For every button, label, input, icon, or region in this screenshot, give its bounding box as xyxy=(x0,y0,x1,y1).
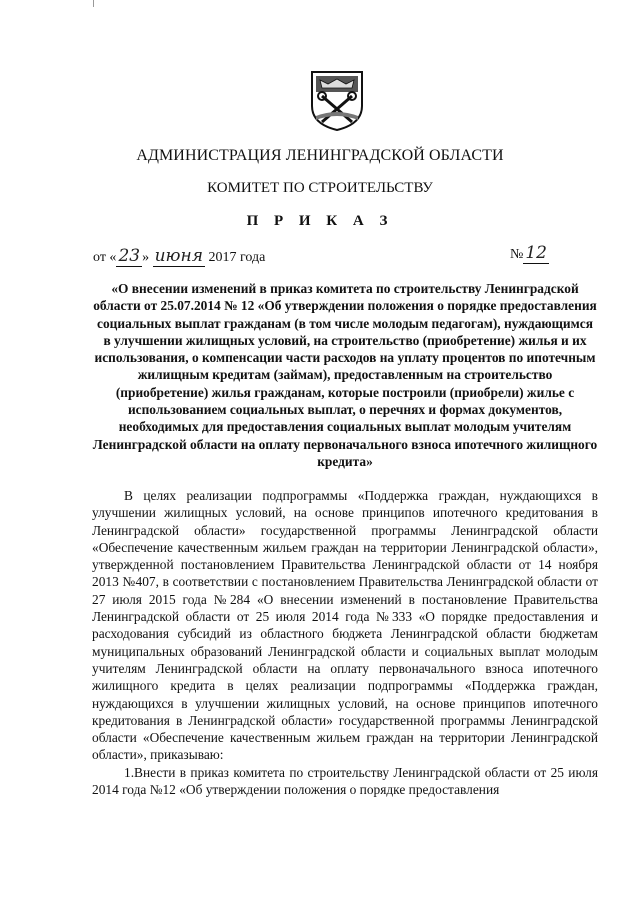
committee-name: КОМИТЕТ ПО СТРОИТЕЛЬСТВУ xyxy=(207,180,433,196)
document-type: П Р И К А З xyxy=(246,213,394,229)
body-paragraph-2: 1.Внести в приказ комитета по строительству Ленинградской области от 25 июля 2014 года №12 «Об утверждении положения о порядке предоставления xyxy=(92,764,598,798)
order-number xyxy=(510,243,549,263)
organization-name: АДМИНИСТРАЦИЯ ЛЕНИНГРАДСКОЙ ОБЛАСТИ xyxy=(136,147,504,164)
scan-mark xyxy=(93,0,94,7)
date-prefix: от « xyxy=(93,250,117,265)
leningrad-oblast-coat-of-arms-icon xyxy=(308,70,366,132)
date-day: 23 xyxy=(118,246,141,266)
order-date xyxy=(93,246,265,266)
date-mid: » xyxy=(142,250,150,265)
number-label: № xyxy=(510,247,524,262)
order-body xyxy=(92,487,598,798)
order-title: «О внесении изменений в приказ комитета по строительству Ленинградской области от 25.07.2014 № 12 «Об утверждении положения о порядке предоставления социальных выплат гражданам (в том числе молодым педагогам), нуждающимся в улучшении жилищных условий, на строительство (приобретение) жилья и их использования, о компенсации части расходов на уплату процентов по ипотечным жилищным кредитам (займам), предоставленным на строительство (приобретение) жилья гражданам, которые построили (приобрели) жилье с использованием социальных выплат, о перечнях и формах документов, необходимых для предоставления социальных выплат молодым учителям Ленинградской области на оплату первоначального взноса ипотечного жилищного кредита» xyxy=(92,281,598,469)
date-year: 2017 года xyxy=(208,250,266,265)
number-value: 12 xyxy=(525,243,547,263)
date-month: июня xyxy=(154,246,203,266)
body-paragraph-1: В целях реализации подпрограммы «Поддержка граждан, нуждающихся в улучшении жилищных условий, на основе принципов ипотечного кредитования в Ленинградской области» государственной программы Ленинградской области «Обеспечение качественным жильем граждан на территории Ленинградской области», утвержденной постановлением Правительства Ленинградской области от 14 ноября 2013 №407, в соответствии с постановлением Правительства Ленинградской области от 27 июля 2015 года №284 «О внесении изменений в постановление Правительства Ленинградской области от 25 июля 2014 года №333 «О порядке предоставления и расходования субсидий из областного бюджета Ленинградской области бюджетам муниципальных образований Ленинградской области и социальных выплат молодым учителям Ленинградской области на оплату первоначального взноса ипотечного жилищного кредита в целях реализации подпрограммы «Поддержка граждан, нуждающихся в улучшении жилищных условий, на основе принципов ипотечного кредитования в Ленинградской области» государственной программы Ленинградской области «Обеспечение качественным жильем граждан на территории Ленинградской области», приказываю: xyxy=(92,488,598,763)
